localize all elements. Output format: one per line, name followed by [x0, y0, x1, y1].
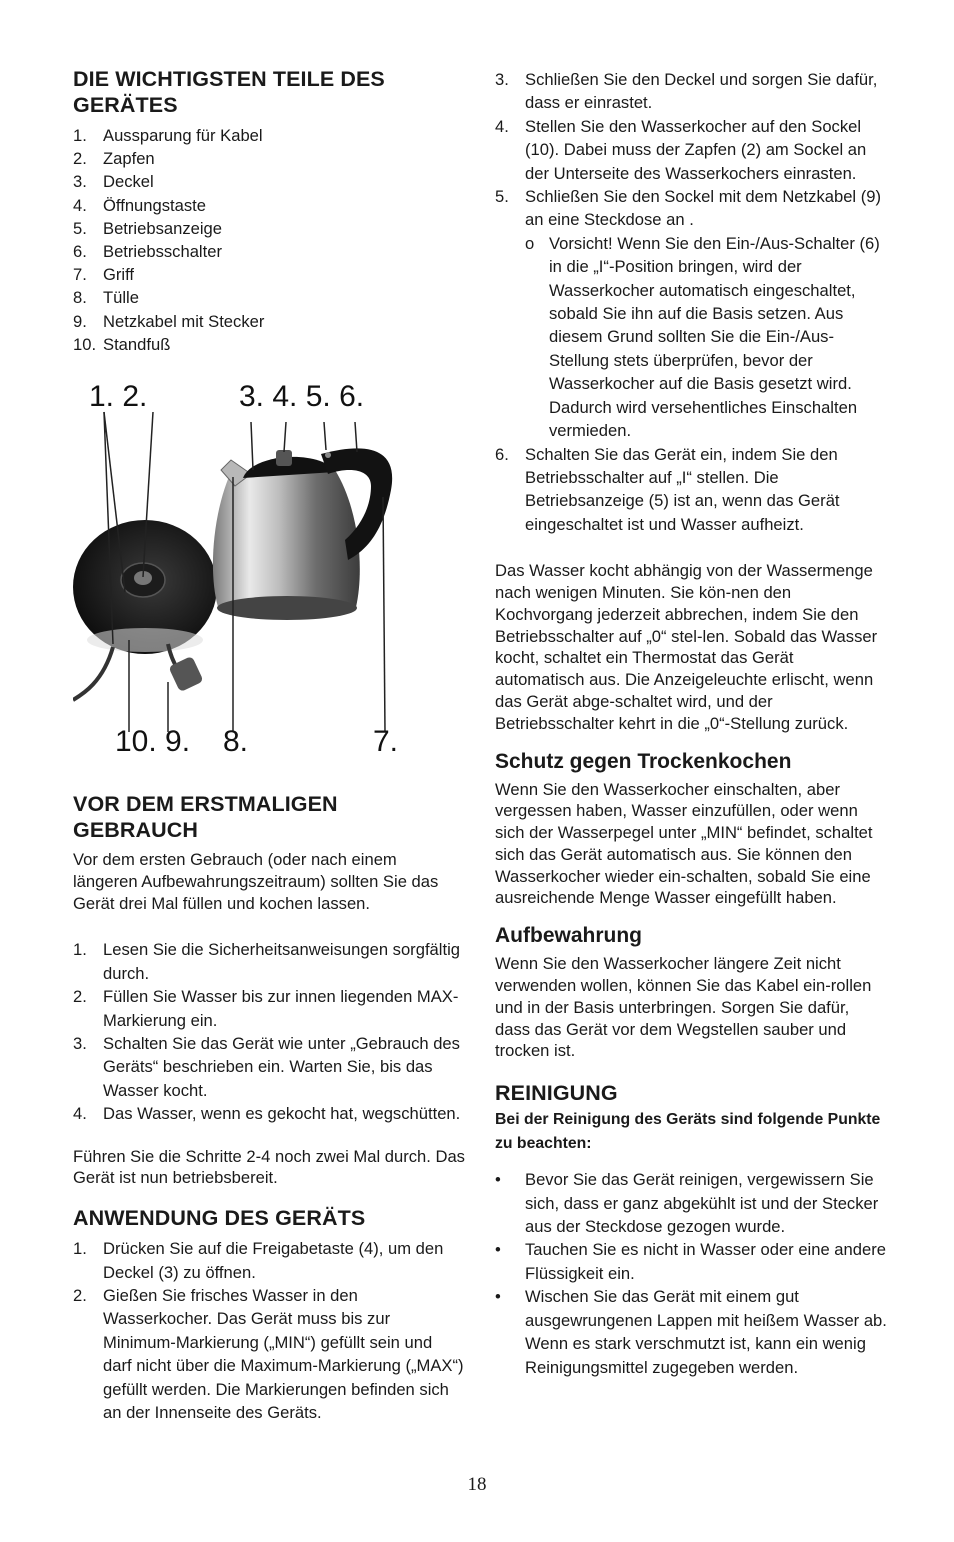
parts-heading: DIE WICHTIGSTEN TEILE DES GERÄTES: [73, 67, 385, 117]
left-column: [73, 66, 465, 1425]
list-item: 7. Griff: [73, 265, 135, 285]
list-item: • Wischen Sie das Gerät mit einem gut ausgewrungenen Lappen mit heißem Wasser ab. Wenn es stark verschmutzt ist, kann ein wenig Reinigungsmittel zugegeben werden.: [495, 1287, 887, 1377]
cleaning-heading: REINIGUNG: [495, 1081, 618, 1106]
dry-boil-heading: Schutz gegen Trockenkochen: [495, 749, 792, 773]
first-use-steps: [73, 938, 465, 1125]
kettle-figure: [73, 382, 413, 767]
right-column: [495, 68, 887, 1379]
list-item: 2. Gießen Sie frisches Wasser in den Wasserkocher. Das Gerät muss bis zur Minimum-Markierung („MIN“) gefüllt sein und darf nicht über die Maximum-Markierung („MAX“) gefüllt werden. Die Markierungen befinden sich an der Innenseite des Geräts.: [73, 1286, 464, 1423]
list-item: 1. Lesen Sie die Sicherheitsanweisungen sorgfältig durch.: [73, 940, 460, 983]
list-item: 1. Drücken Sie auf die Freigabetaste (4), um den Deckel (3) zu öffnen.: [73, 1239, 444, 1282]
figure-label-top-right: 3. 4. 5. 6.: [239, 380, 365, 414]
first-use-outro: Führen Sie die Schritte 2-4 noch zwei Mal durch. Das Gerät ist nun betriebsbereit.: [73, 1146, 465, 1188]
figure-label-top-left: 1. 2.: [89, 380, 148, 414]
first-use-heading: VOR DEM ERSTMALIGEN GEBRAUCH: [73, 792, 338, 843]
boil-paragraph: Das Wasser kocht abhängig von der Wassermenge nach wenigen Minuten. Sie kön-nen den Kochvorgang jederzeit abbrechen, indem Sie den Betriebsschalter auf „0“ stel-len. Sobald das Wasser kocht, schaltet ein Thermostat das Gerät automatisch aus. Die Anzeigeleuchte erlischt, wenn das Gerät abge-schaltet wird, und der Betriebsschalter kehrt in die „0“-Stellung zurück.: [495, 561, 878, 733]
list-item: 4. Stellen Sie den Wasserkocher auf den Sockel (10). Dabei muss der Zapfen (2) am Sockel an der Unterseite des Wasserkochers einrasten.: [495, 116, 867, 183]
list-item: 6. Schalten Sie das Gerät ein, indem Sie den Betriebsschalter auf „I“ stellen. Die Betriebsanzeige (5) ist an, wenn das Gerät eingeschaltet ist und Wasser aufheizt.: [495, 444, 840, 534]
usage-heading: ANWENDUNG DES GERÄTS: [73, 1206, 366, 1231]
figure-label-bottom-left: 10. 9.: [115, 725, 191, 759]
list-item: 5. Betriebsanzeige: [73, 218, 223, 238]
list-item: 5. Schließen Sie den Sockel mit dem Netzkabel (9) an eine Steckdose an .: [495, 187, 882, 230]
cleaning-subheading: Bei der Reinigung des Geräts sind folgende Punkte zu beachten:: [495, 1111, 881, 1153]
parts-list: [73, 124, 465, 356]
note-text: Vorsicht! Wenn Sie den Ein-/Aus-Schalter (6) in die „I“-Position bringen, wird der Wasserkocher automatisch eingeschaltet, sobald Sie ihn auf die Basis setzen. Aus diesem Grund sollten Sie die Ein-/Aus-Stellung stets überprüfen, bevor der Wasserkocher auf die Basis gesetzt wird. Dadurch wird versehentliches Einschalten vermieden.: [549, 233, 880, 441]
list-item: 4. Das Wasser, wenn es gekocht hat, wegschütten.: [73, 1104, 461, 1124]
list-item: 2. Zapfen: [73, 149, 155, 169]
storage-paragraph: Wenn Sie den Wasserkocher längere Zeit nicht verwenden wollen, können Sie das Kabel ein-rollen und in der Basis unterbringen. Sorgen Sie dafür, dass das Gerät vor dem Wegstellen sauber und trocken ist.: [495, 954, 872, 1061]
list-item: 4. Öffnungstaste: [73, 195, 207, 215]
list-item: 3. Deckel: [73, 172, 154, 192]
usage-steps-continued: [495, 68, 887, 232]
list-item: 8. Tülle: [73, 288, 139, 308]
dry-boil-paragraph: Wenn Sie den Wasserkocher einschalten, aber vergessen haben, Wasser einzufüllen, oder wenn sich der Wasserpegel unter „MIN“ befindet, schaltet sich das Gerät automatisch aus. Sie können den Wasserkocher wieder ein-schalten, sobald Sie eine ausreichende Menge Wasser eingefüllt haben.: [495, 779, 873, 908]
first-use-intro: Vor dem ersten Gebrauch (oder nach einem längeren Aufbewahrungszeitraum) sollten Sie das Gerät drei Mal füllen und kochen lassen.: [73, 850, 439, 913]
page-number: 18: [467, 1474, 487, 1495]
list-item: 3. Schalten Sie das Gerät wie unter „Gebrauch des Geräts“ beschrieben ein. Warten Sie, bis das Wasser kocht.: [73, 1034, 460, 1100]
usage-step-6: [495, 443, 887, 537]
list-item: • Tauchen Sie es nicht in Wasser oder eine andere Flüssigkeit ein.: [495, 1240, 886, 1283]
caution-note: [525, 232, 887, 443]
storage-heading: Aufbewahrung: [495, 924, 642, 948]
figure-label-bottom-right: 7.: [373, 725, 399, 759]
list-item: 1. Aussparung für Kabel: [73, 126, 263, 145]
list-item: 6. Betriebsschalter: [73, 242, 222, 262]
list-item: 10. Standfuß: [73, 334, 171, 354]
kettle-illustration: [73, 382, 413, 767]
list-item: 3. Schließen Sie den Deckel und sorgen Sie dafür, dass er einrastet.: [495, 70, 878, 113]
cleaning-bullets: [495, 1168, 887, 1379]
usage-steps: [73, 1237, 465, 1424]
note-marker: o: [525, 233, 535, 253]
list-item: 2. Füllen Sie Wasser bis zur innen liegenden MAX-Markierung ein.: [73, 987, 459, 1030]
list-item: • Bevor Sie das Gerät reinigen, vergewissern Sie sich, dass er ganz abgekühlt ist und der Stecker aus der Steckdose gezogen wurde.: [495, 1170, 879, 1237]
list-item: 9. Netzkabel mit Stecker: [73, 311, 265, 331]
figure-label-bottom-mid: 8.: [223, 725, 249, 759]
